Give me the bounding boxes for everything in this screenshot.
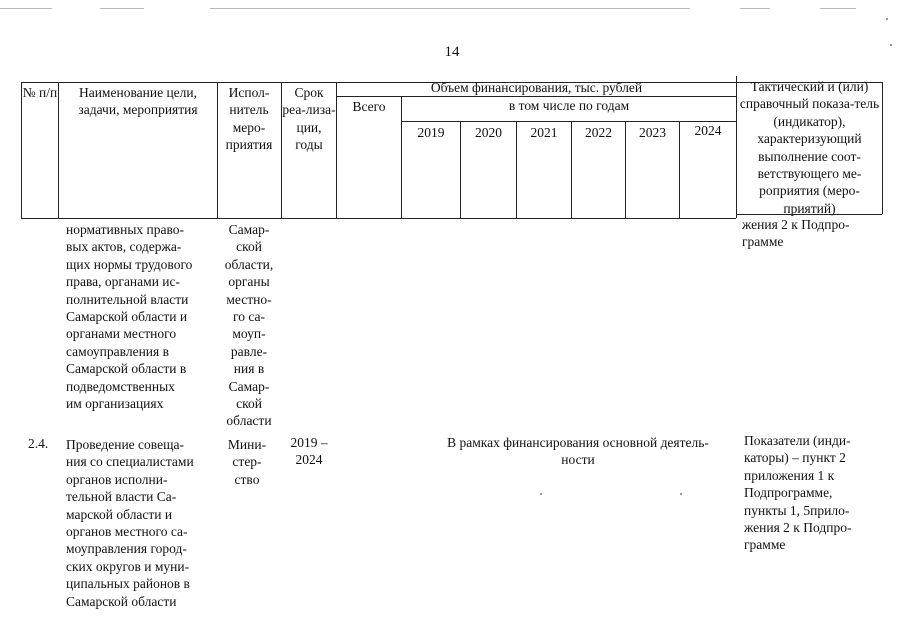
scan-speck	[886, 18, 888, 20]
text-line: В рамках финансирования основной деятель-	[447, 435, 709, 450]
text-line: щих нормы трудового	[66, 256, 193, 272]
text-line: ния со специалистами	[66, 454, 194, 470]
text-line: тельной власти Са-	[66, 489, 177, 505]
text-line: ской	[236, 396, 262, 412]
scan-artifact	[0, 8, 52, 9]
header-year: 2020	[475, 125, 502, 140]
text-line: органов местного са-	[66, 524, 188, 540]
continuation-indicator-cell	[742, 216, 882, 251]
text-line: каторы) – пункт 2	[744, 450, 846, 466]
text-line: Самарской области в	[66, 361, 187, 377]
header-year: 2019	[417, 125, 445, 140]
text-line: области	[226, 413, 272, 429]
row-name-cell	[66, 436, 210, 610]
row-number: 2.4.	[28, 436, 49, 451]
text-line: грамме	[744, 537, 786, 553]
text-line: области,	[224, 256, 274, 272]
text-line: марской области и	[66, 506, 173, 522]
header-total: Всего	[352, 99, 386, 114]
header-by-years: в том числе по годам	[508, 98, 630, 113]
text-line: Самар-	[228, 222, 270, 237]
text-line: ности	[561, 452, 595, 468]
text-line: ципальных районов в	[66, 576, 190, 592]
text-line: ство	[234, 471, 260, 487]
text-line: пункты 1, 5прило-	[744, 502, 850, 518]
scan-artifact	[740, 8, 770, 9]
continuation-name-cell	[66, 221, 210, 412]
header-number: № п/п	[22, 85, 58, 100]
text-line: моуп-	[232, 326, 266, 342]
scan-speck	[890, 44, 892, 46]
text-line: подведомственных	[66, 378, 175, 394]
text-line: полнительной власти	[66, 291, 189, 307]
header-year: 2021	[530, 125, 558, 140]
page-number: 14	[444, 44, 460, 60]
header-year: 2023	[639, 125, 666, 140]
header-executor: Испол-нитель меро-приятия	[225, 85, 273, 153]
text-line: Самар-	[228, 378, 270, 394]
text-line: Показатели (инди-	[744, 433, 851, 448]
text-line: грамме	[742, 234, 784, 250]
text-line: органов исполни-	[66, 471, 168, 487]
text-line: жения 2 к Подпро-	[744, 520, 852, 536]
scan-artifact	[820, 8, 856, 9]
text-line: органы	[228, 274, 270, 290]
text-line: 2019 –	[290, 435, 328, 450]
header-year: 2022	[585, 125, 612, 140]
text-line: ской	[236, 239, 262, 255]
text-line: Проведение совеща-	[66, 437, 184, 452]
text-line: местно-	[226, 291, 272, 307]
text-line: 2024	[295, 452, 323, 468]
header-term: Срок реа-лиза-ции, годы	[282, 85, 336, 153]
text-line: Подпрограмме,	[744, 485, 833, 501]
text-line: равле-	[230, 343, 268, 359]
text-line: Самарской области и	[66, 309, 188, 325]
scan-artifact	[210, 8, 690, 9]
text-line: им организациях	[66, 396, 164, 412]
row-term-cell	[282, 434, 336, 469]
text-line: стер-	[232, 454, 262, 470]
header-funding: Объем финансирования, тыс. рублей	[430, 80, 643, 95]
text-line: жения 2 к Подпро-	[742, 217, 850, 232]
text-line: Самарской области	[66, 593, 177, 609]
scan-speck	[540, 493, 542, 495]
row-executor-cell	[219, 436, 275, 488]
text-line: го са-	[233, 309, 265, 325]
scan-speck	[680, 493, 682, 495]
text-line: моуправления город-	[66, 541, 187, 557]
text-line: Мини-	[227, 437, 267, 452]
text-line: приложения 1 к	[744, 467, 835, 483]
row-indicator-cell	[744, 432, 884, 554]
text-line: органами местного	[66, 326, 177, 342]
text-line: вых актов, содержа-	[66, 239, 182, 255]
text-line: самоуправления в	[66, 343, 169, 359]
scan-artifact	[100, 8, 144, 9]
text-line: ских округов и муни-	[66, 558, 190, 574]
header-year: 2024	[694, 123, 722, 138]
row-funding-cell	[408, 434, 748, 469]
header-name: Наименование цели, задачи, мероприятия	[78, 85, 198, 118]
text-line: права, органами ис-	[66, 274, 181, 290]
header-indicator: Тактический и (или) справочный показа-тель (индикатор), характеризующий выполнение соот-ветствующего ме-роприятия (меро-приятий)	[739, 79, 880, 216]
continuation-executor-cell	[219, 221, 279, 430]
text-line: ния в	[233, 361, 265, 377]
text-line: нормативных право-	[66, 222, 185, 237]
